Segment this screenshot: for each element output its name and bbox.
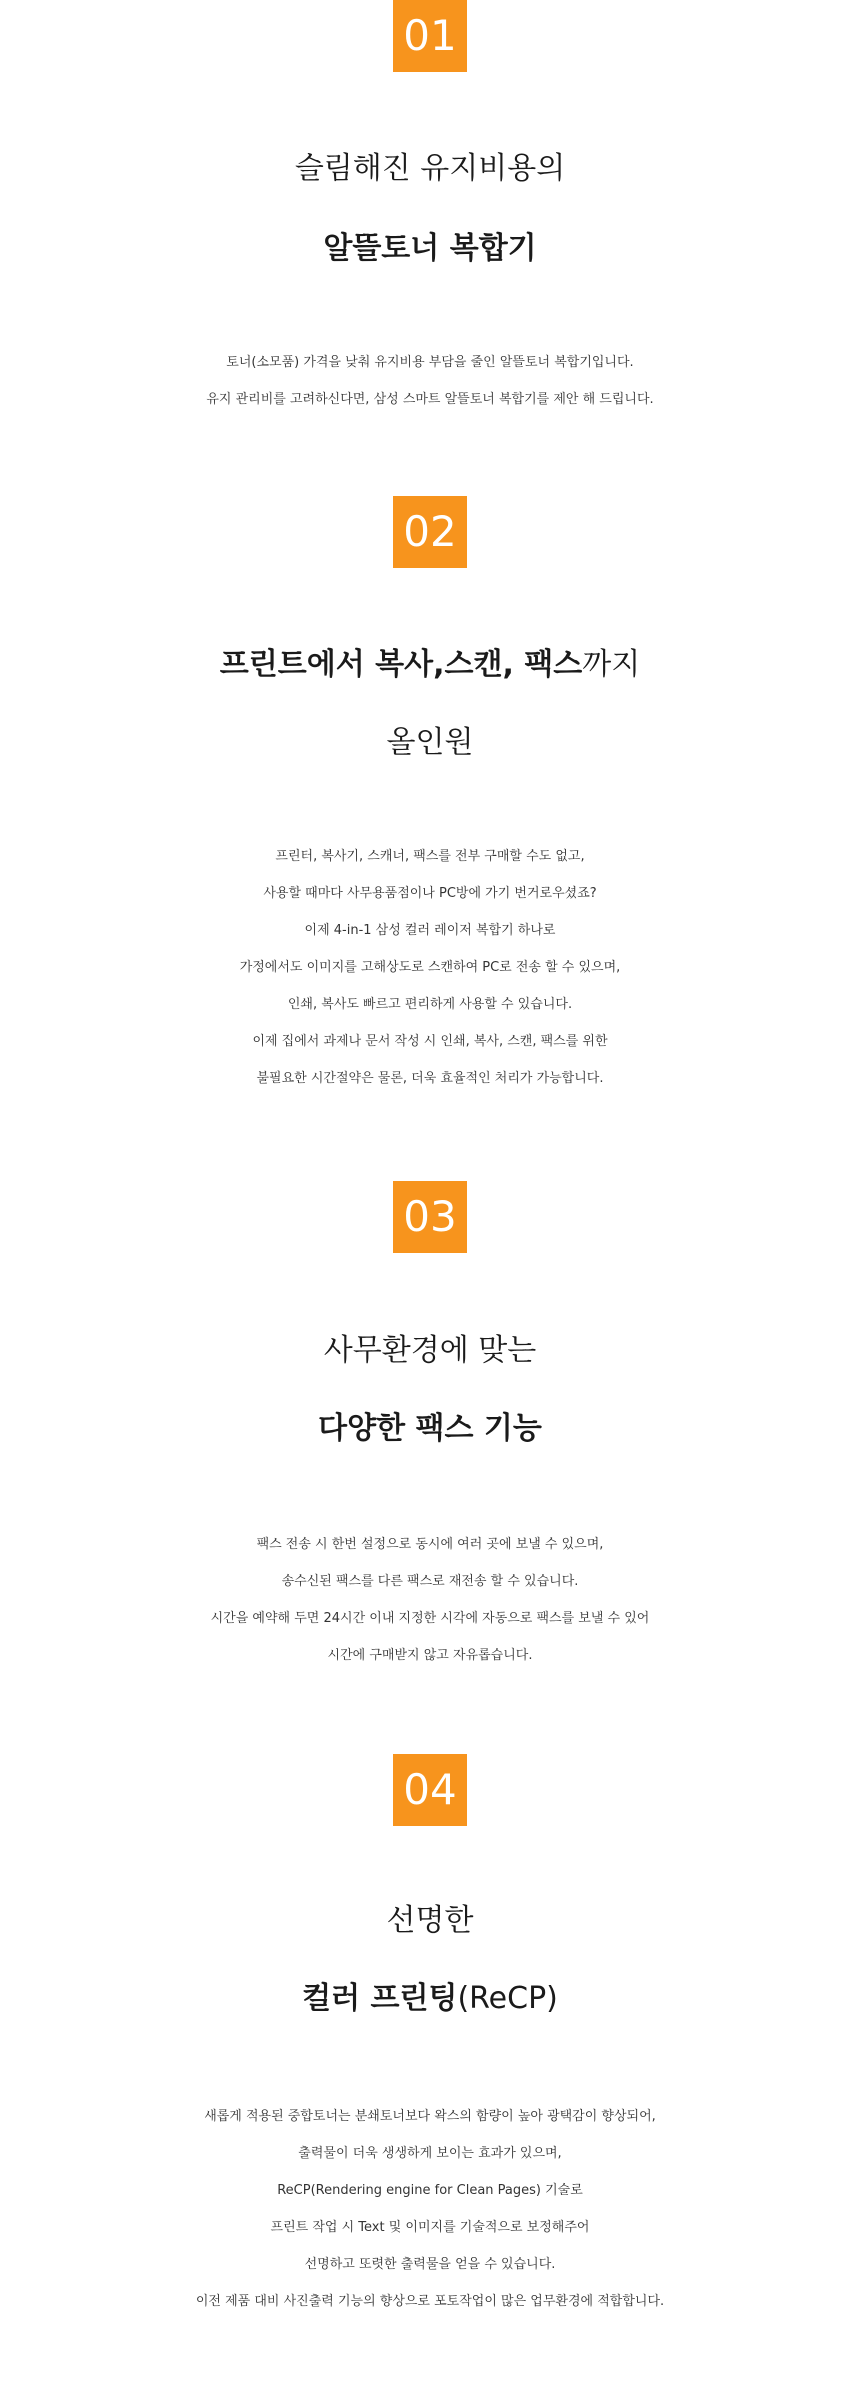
description-line: 이제 4-in-1 삼성 컬러 레이저 복합기 하나로: [304, 923, 556, 938]
title-regular-part: (ReCP): [457, 1981, 558, 2016]
section-number-badge: 03: [393, 1181, 467, 1253]
section-title-line2: 올인원: [386, 725, 474, 760]
section-description: [0, 2098, 860, 2320]
description-line: 가정에서도 이미지를 고해상도로 스캔하여 PC로 전송 할 수 있으며,: [239, 960, 621, 975]
description-line: ReCP(Rendering engine for Clean Pages) 기술로: [277, 2183, 583, 2198]
description-line: 시간에 구매받지 않고 자유롭습니다.: [327, 1648, 533, 1663]
section-title-line1: 선명한: [386, 1903, 474, 1938]
description-line: 인쇄, 복사도 빠르고 편리하게 사용할 수 있습니다.: [287, 997, 573, 1012]
description-line: 프린터, 복사기, 스캐너, 팩스를 전부 구매할 수도 없고,: [275, 849, 585, 864]
description-line: 새롭게 적용된 중합토너는 분쇄토너보다 왁스의 함량이 높아 광택감이 향상되어,: [204, 2109, 656, 2124]
title-bold-part: 컬러 프린팅: [302, 1981, 458, 2016]
description-line: 시간을 예약해 두면 24시간 이내 지정한 시각에 자동으로 팩스를 보낼 수 있어: [210, 1611, 650, 1626]
section-title-line2: 알뜰토너 복합기: [323, 231, 537, 266]
description-line: 불필요한 시간절약은 물론, 더욱 효율적인 처리가 가능합니다.: [256, 1071, 604, 1086]
section-number-badge: 04: [393, 1754, 467, 1826]
description-line: 토너(소모품) 가격을 낮춰 유지비용 부담을 줄인 알뜰토너 복합기입니다.: [226, 355, 634, 370]
description-line: 유지 관리비를 고려하신다면, 삼성 스마트 알뜰토너 복합기를 제안 해 드립니다.: [206, 392, 654, 407]
section-description: [0, 1526, 860, 1674]
description-line: 팩스 전송 시 한번 설정으로 동시에 여러 곳에 보낼 수 있으며,: [256, 1537, 604, 1552]
description-line: 출력물이 더욱 생생하게 보이는 효과가 있으며,: [298, 2146, 562, 2161]
section-title-line1: 사무환경에 맞는: [323, 1333, 537, 1368]
description-line: 사용할 때마다 사무용품점이나 PC방에 가기 번거로우셨죠?: [263, 886, 597, 901]
description-line: 프린트 작업 시 Text 및 이미지를 기술적으로 보정해주어: [270, 2220, 590, 2235]
section-description: [0, 838, 860, 1097]
title-bold-part: 프린트에서 복사,스캔, 팩스: [219, 647, 583, 682]
title-regular-part: 까지: [582, 647, 641, 682]
description-line: 이제 집에서 과제나 문서 작성 시 인쇄, 복사, 스캔, 팩스를 위한: [252, 1034, 608, 1049]
description-line: 송수신된 팩스를 다른 팩스로 재전송 할 수 있습니다.: [281, 1574, 579, 1589]
section-number-badge: 01: [393, 0, 467, 72]
description-line: 선명하고 또렷한 출력물을 얻을 수 있습니다.: [304, 2257, 556, 2272]
description-line: 이전 제품 대비 사진출력 기능의 향상으로 포토작업이 많은 업무환경에 적합합니다.: [195, 2294, 665, 2309]
section-title-line2: 다양한 팩스 기능: [318, 1411, 542, 1446]
section-number-badge: 02: [393, 496, 467, 568]
section-description: [0, 344, 860, 418]
section-title-line1: 슬림해진 유지비용의: [294, 151, 566, 186]
section-title-line1: [0, 632, 860, 698]
section-title-line2: [0, 1966, 860, 2032]
